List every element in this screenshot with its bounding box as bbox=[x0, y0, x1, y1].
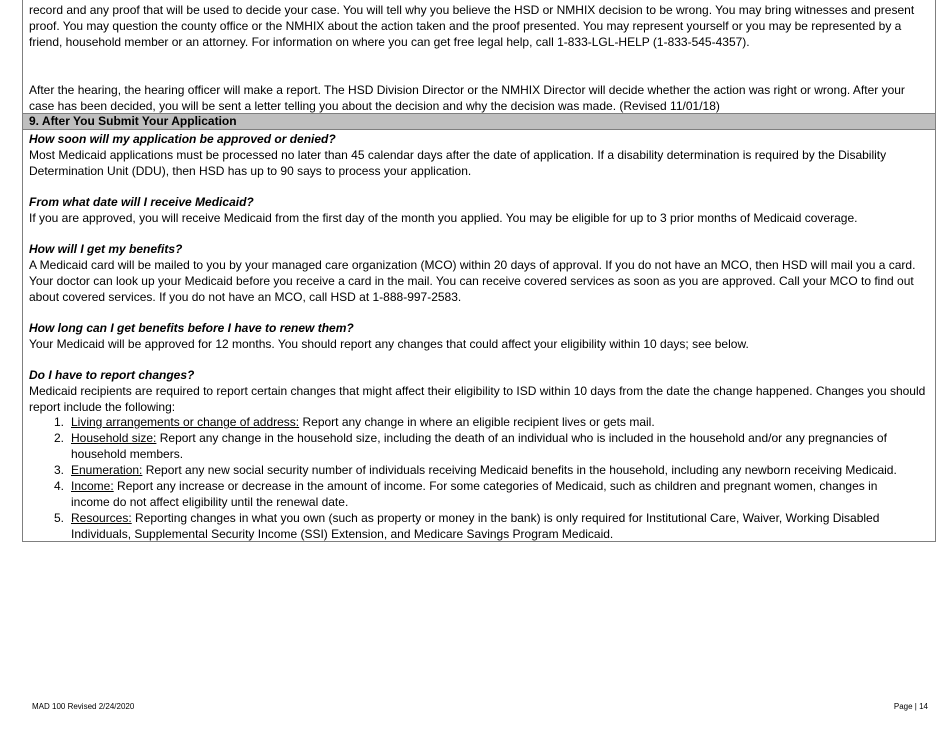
list-label: Enumeration: bbox=[71, 463, 143, 477]
list-number: 1. bbox=[53, 415, 64, 429]
list-text bbox=[71, 510, 909, 542]
list-text bbox=[71, 462, 909, 478]
list-description: Report any new social security number of individuals receiving Medicaid benefits in the household, including any newborn receiving Medicaid. bbox=[142, 463, 897, 477]
list-label: Household size: bbox=[71, 431, 157, 445]
list-label: Living arrangements or change of address: bbox=[71, 415, 300, 429]
faq-question: Do I have to report changes? bbox=[29, 368, 195, 382]
list-description: Report any change in the household size, including the death of an individual who is included in the household and/or any pregnancies of household members. bbox=[71, 431, 887, 461]
content-frame bbox=[22, 0, 936, 542]
faq-answer: If you are approved, you will receive Medicaid from the first day of the month you applied. You may be eligible for up to 3 prior months of Medicaid coverage. bbox=[29, 211, 858, 225]
form-id: MAD 100 Revised 2/24/2020 bbox=[32, 702, 135, 711]
hearing-paragraph-2: After the hearing, the hearing officer will make a report. The HSD Division Director or the NMHIX Director will decide whether the action was right or wrong. After your case has been decided, you will be sent a letter telling you about the decision and why the decision was made. (Revised 11/01/18) bbox=[29, 83, 905, 113]
list-number: 2. bbox=[53, 431, 64, 445]
faq-question: How soon will my application be approved or denied? bbox=[29, 132, 336, 146]
faq-question: How will I get my benefits? bbox=[29, 242, 183, 256]
list-text bbox=[71, 478, 909, 510]
faq-question: How long can I get benefits before I have to renew them? bbox=[29, 321, 354, 335]
list-number: 3. bbox=[53, 463, 64, 477]
list-description: Report any increase or decrease in the amount of income. For some categories of Medicaid, such as children and pregnant women, changes in income do not affect eligibility until the renewal date. bbox=[71, 479, 878, 509]
faq-answer: Medicaid recipients are required to report certain changes that might affect their eligibility to ISD within 10 days from the date the change happened. Changes you should report include the following: bbox=[29, 384, 926, 414]
section-title: 9. After You Submit Your Application bbox=[23, 114, 935, 130]
list-description: Reporting changes in what you own (such as property or money in the bank) is only required for Institutional Care, Waiver, Working Disabled Individuals, Supplemental Security Income (SSI) Extension, and Medicare Savings Program Medicaid. bbox=[71, 511, 880, 541]
list-text bbox=[71, 430, 909, 462]
list-description: Report any change in where an eligible recipient lives or gets mail. bbox=[299, 415, 655, 429]
faq-answer: A Medicaid card will be mailed to you by your managed care organization (MCO) within 20 days of approval. If you do not have an MCO, then HSD will mail you a card. Your doctor can look up your Medicaid before you receive a card in the mail. You can receive covered services as soon as you are approved. Call your MCO to find out about covered services. If you do not have an MCO, call HSD at 1-888-997-2583. bbox=[29, 258, 916, 304]
faq-question: From what date will I receive Medicaid? bbox=[29, 195, 254, 209]
page-number: Page | 14 bbox=[893, 702, 928, 711]
list-label: Income: bbox=[71, 479, 114, 493]
faq-answer: Most Medicaid applications must be processed no later than 45 calendar days after the date of application. If a disability determination is required by the Disability Determination Unit (DDU), then HSD has up to 90 says to process your application. bbox=[29, 148, 887, 178]
list-text bbox=[71, 414, 909, 430]
list-number: 5. bbox=[53, 511, 64, 525]
hearing-section bbox=[23, 0, 935, 114]
faq-answer: Your Medicaid will be approved for 12 months. You should report any changes that could affect your eligibility within 10 days; see below. bbox=[29, 337, 749, 351]
hearing-paragraph-1: record and any proof that will be used to decide your case. You will tell why you believe the HSD or NMHIX decision to be wrong. You may bring witnesses and present proof. You may question the county office or the NMHIX about the action taken and the proof presented. You may represent yourself or you may be represented by a friend, household member or an attorney. For information on where you can get free legal help, call 1-833-LGL-HELP (1-833-545-4357). bbox=[29, 3, 915, 49]
list-label: Resources: bbox=[71, 511, 132, 525]
list-number: 4. bbox=[53, 479, 64, 493]
